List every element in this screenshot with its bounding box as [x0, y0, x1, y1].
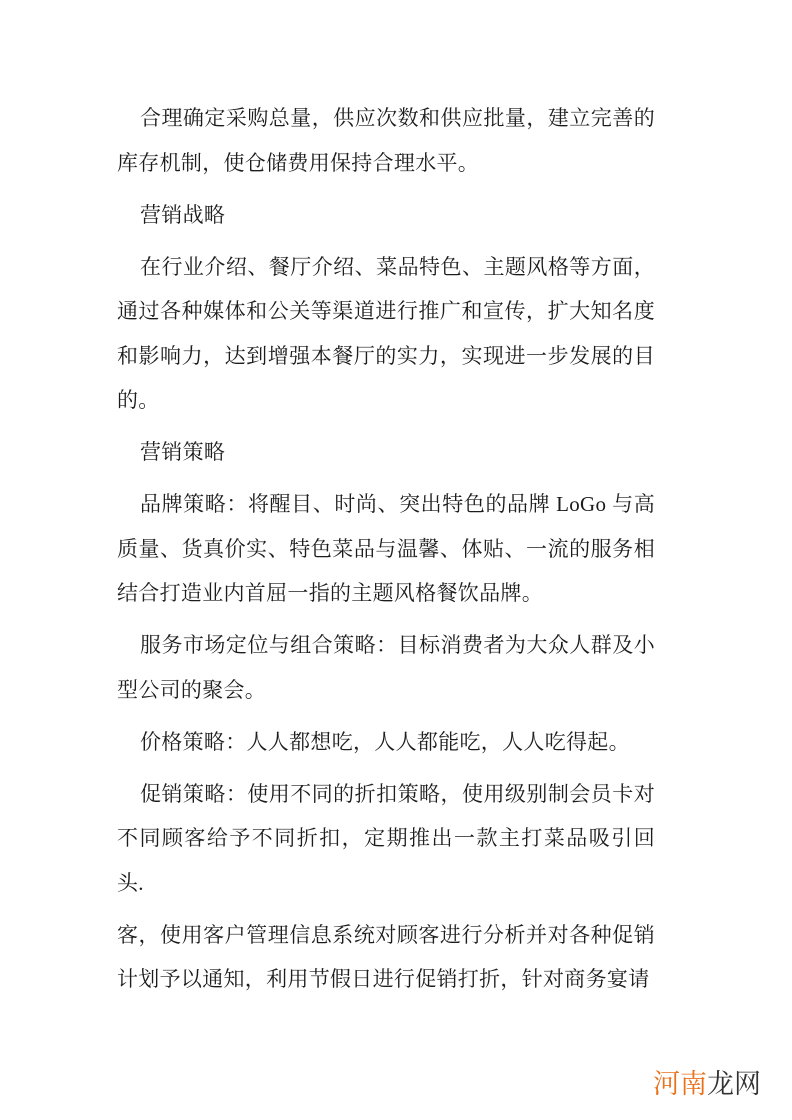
heading-marketing-tactics: 营销策略 — [140, 440, 226, 464]
paragraph-promotion-strategy: 促销策略：使用不同的折扣策略，使用级别制会员卡对不同顾客给予不同折扣，定期推出一款主打菜品吸引回头. — [117, 781, 655, 895]
watermark-site-text: 龙网 — [707, 1069, 761, 1099]
site-watermark — [653, 1069, 761, 1099]
document-body — [117, 96, 655, 1009]
paragraph-promotion-channels: 在行业介绍、餐厅介绍、菜品特色、主题风格等方面，通过各种媒体和公关等渠道进行推广和宣传，扩大知名度和影响力，达到增强本餐厅的实力，实现进一步发展的目的。 — [117, 254, 655, 412]
paragraph-market-positioning: 服务市场定位与组合策略：目标消费者为大众人群及小型公司的聚会。 — [117, 633, 655, 702]
paragraph-brand-strategy: 品牌策略：将醒目、时尚、突出特色的品牌 LoGo 与高质量、货真价实、特色菜品与温馨、体贴、一流的服务相结合打造业内首屈一指的主题风格餐饮品牌。 — [117, 492, 655, 605]
heading-marketing-strategy: 营销战略 — [140, 202, 226, 227]
watermark-region-text: 河南 — [653, 1069, 707, 1099]
paragraph-inventory: 合理确定采购总量，供应次数和供应批量，建立完善的库存机制，使仓储费用保持合理水平。 — [117, 106, 655, 175]
paragraph-price-strategy: 价格策略：人人都想吃，人人都能吃，人人吃得起。 — [140, 729, 630, 754]
paragraph-customer-management: 客，使用客户管理信息系统对顾客进行分析并对各种促销计划予以通知，利用节假日进行促销打折，针对商务宴请 — [117, 922, 655, 991]
